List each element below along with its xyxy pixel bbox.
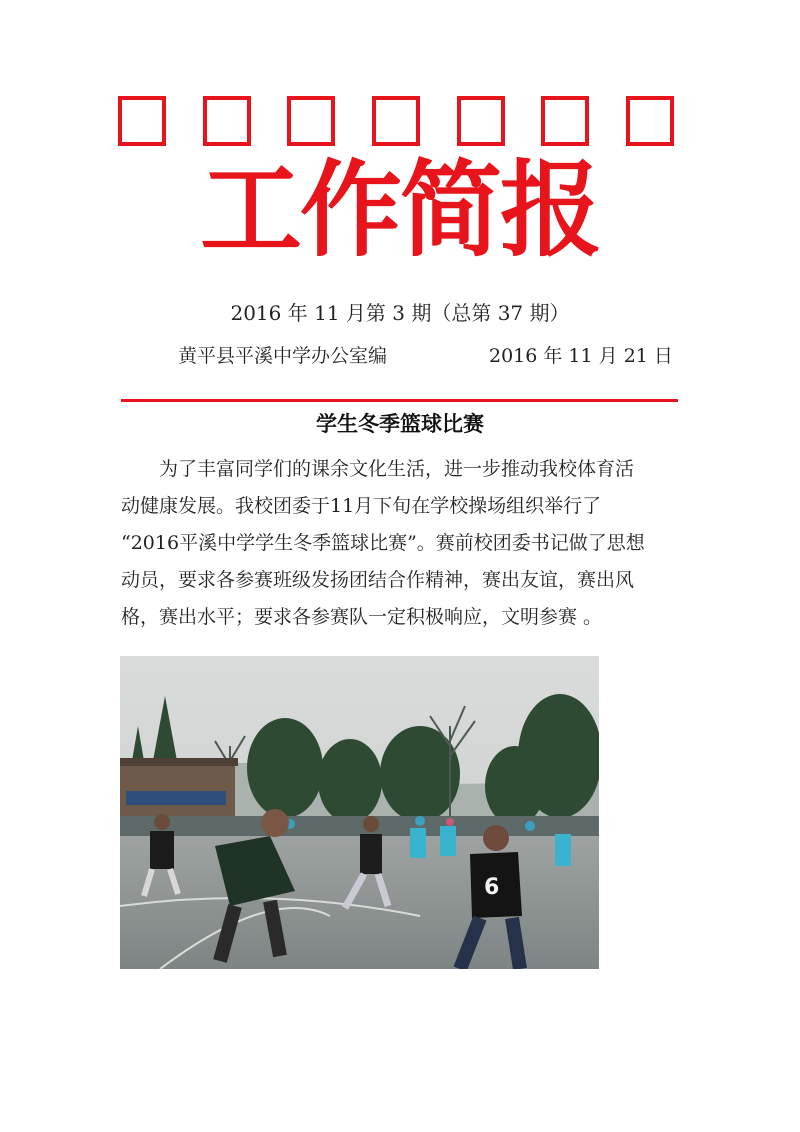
article-line: 动健康发展。我校团委于11月下旬在学校操场组织举行了	[121, 495, 602, 517]
placeholder-box	[372, 96, 420, 146]
placeholder-box	[118, 96, 166, 146]
article-line: “2016平溪中学学生冬季篮球比赛”。赛前校团委书记做了思想	[121, 532, 645, 554]
placeholder-box	[541, 96, 589, 146]
article-line: 动员，要求各参赛班级发扬团结合作精神，赛出友谊，赛出风	[121, 569, 635, 591]
header-divider	[121, 399, 678, 402]
article-title: 学生冬季篮球比赛	[316, 412, 484, 436]
masthead-title: 工作简报	[200, 149, 600, 271]
placeholder-box	[203, 96, 251, 146]
article-body	[121, 451, 681, 636]
jersey-number: 6	[484, 875, 500, 900]
editor-office: 黄平县平溪中学办公室编	[178, 345, 388, 367]
placeholder-box	[626, 96, 674, 146]
article-line: 为了丰富同学们的课余文化生活，进一步推动我校体育活	[121, 458, 635, 480]
placeholder-box	[287, 96, 335, 146]
article-line: 格，赛出水平；要求各参赛队一定积极响应，文明参赛 。	[121, 606, 603, 628]
issue-number: 2016 年 11 月第 3 期（总第 37 期）	[230, 301, 570, 325]
basketball-game-photo	[120, 656, 599, 969]
masthead-placeholder-boxes	[118, 96, 674, 152]
publication-date: 2016 年 11 月 21 日	[489, 345, 673, 367]
placeholder-box	[457, 96, 505, 146]
